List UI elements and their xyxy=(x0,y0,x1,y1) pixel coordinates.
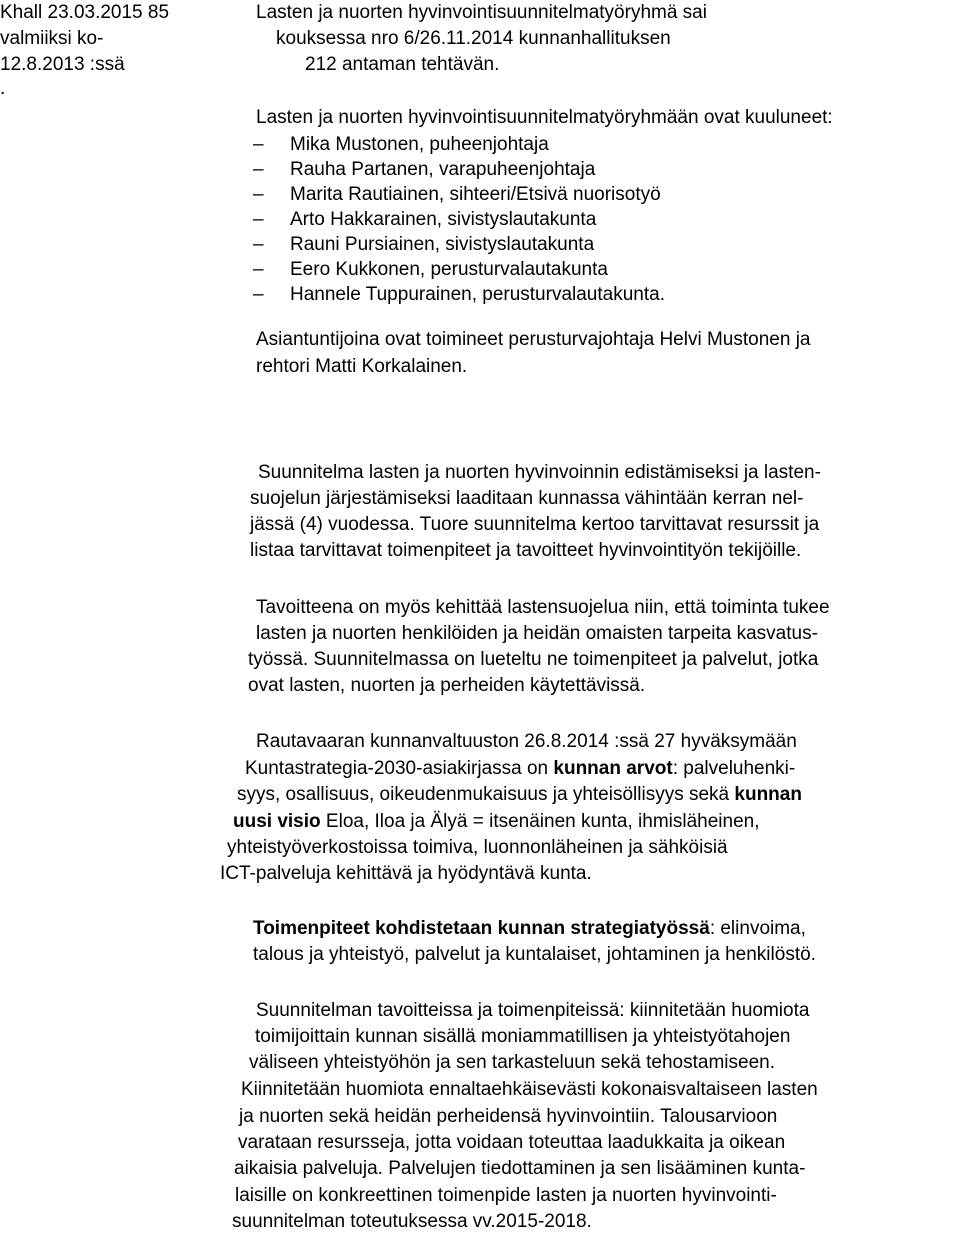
header-line: 212 antaman tehtävän. xyxy=(305,54,500,75)
member-item: Marita Rautiainen, sihteeri/Etsivä nuorisotyö xyxy=(290,184,661,205)
dash-bullet: – xyxy=(253,259,264,280)
paragraph-line: jässä (4) vuodessa. Tuore suunnitelma kertoo tarvittavat resurssit ja xyxy=(250,514,820,535)
header-line: kouksessa nro 6/26.11.2014 kunnanhallituksen xyxy=(276,28,671,49)
margin-line: . xyxy=(0,78,6,99)
margin-line: Khall 23.03.2015 85 xyxy=(0,2,170,23)
margin-line: valmiiksi ko- xyxy=(0,28,104,49)
paragraph-line: suojelun järjestämiseksi laaditaan kunnassa vähintään kerran nel- xyxy=(250,488,804,509)
paragraph-line xyxy=(237,782,802,808)
paragraph-line xyxy=(233,809,760,835)
paragraph-line: Asiantuntijoina ovat toimineet perusturvajohtaja Helvi Mustonen ja xyxy=(256,329,811,350)
text-span: Eloa, Iloa ja Älyä = itsenäinen kunta, ihmisläheinen, xyxy=(320,811,760,832)
paragraph-line xyxy=(245,756,795,782)
margin-line: 12.8.2013 :ssä xyxy=(0,54,125,75)
paragraph-line: työssä. Suunnitelmassa on lueteltu ne toimenpiteet ja palvelut, jotka xyxy=(248,649,819,670)
member-item: Rauha Partanen, varapuheenjohtaja xyxy=(290,159,596,180)
dash-bullet: – xyxy=(253,209,264,230)
member-item: Rauni Pursiainen, sivistyslautakunta xyxy=(290,234,595,255)
member-item: Mika Mustonen, puheenjohtaja xyxy=(290,134,549,155)
member-item: Eero Kukkonen, perusturvalautakunta xyxy=(290,259,608,280)
header-line: Lasten ja nuorten hyvinvointisuunnitelmatyöryhmä sai xyxy=(256,2,707,23)
bold-text: kunnan arvot xyxy=(553,758,673,779)
paragraph-line: laisille on konkreettinen toimenpide lasten ja nuorten hyvinvointi- xyxy=(235,1185,777,1206)
paragraph-line: aikaisia palveluja. Palvelujen tiedottaminen ja sen lisääminen kunta- xyxy=(234,1158,806,1179)
paragraph-line: toimijoittain kunnan sisällä moniammatillisen ja yhteistyötahojen xyxy=(255,1026,791,1047)
text-span: : palveluhenki- xyxy=(672,758,796,779)
paragraph-line: Kiinnitetään huomiota ennaltaehkäisevästi kokonaisvaltaiseen lasten xyxy=(241,1079,818,1100)
text-span: Kuntastrategia-2030-asiakirjassa on xyxy=(245,758,554,779)
paragraph-line: ovat lasten, nuorten ja perheiden käytettävissä. xyxy=(248,675,646,696)
paragraph-line: suunnitelman toteutuksessa vv.2015-2018. xyxy=(232,1211,592,1232)
bold-text: kunnan xyxy=(734,784,802,805)
paragraph-line: Suunnitelman tavoitteissa ja toimenpiteissä: kiinnitetään huomiota xyxy=(256,1000,810,1021)
dash-bullet: – xyxy=(253,159,264,180)
dash-bullet: – xyxy=(253,184,264,205)
bold-text: uusi visio xyxy=(233,811,321,832)
paragraph-line: Rautavaaran kunnanvaltuuston 26.8.2014 :ssä 27 hyväksymään xyxy=(256,731,797,752)
paragraph-line: yhteistyöverkostoissa toimiva, luonnonläheinen ja sähköisiä xyxy=(227,837,728,858)
paragraph-line xyxy=(253,916,806,942)
member-item: Arto Hakkarainen, sivistyslautakunta xyxy=(290,209,597,230)
member-item: Hannele Tuppurainen, perusturvalautakunta. xyxy=(290,284,665,305)
paragraph-line: lasten ja nuorten henkilöiden ja heidän omaisten tarpeita kasvatus- xyxy=(256,623,818,644)
paragraph-line: Suunnitelma lasten ja nuorten hyvinvoinnin edistämiseksi ja lasten- xyxy=(258,462,821,483)
members-intro: Lasten ja nuorten hyvinvointisuunnitelmatyöryhmään ovat kuuluneet: xyxy=(256,107,833,128)
paragraph-line: Tavoitteena on myös kehittää lastensuojelua niin, että toiminta tukee xyxy=(256,597,830,618)
paragraph-line: talous ja yhteistyö, palvelut ja kuntalaiset, johtaminen ja henkilöstö. xyxy=(253,944,816,965)
paragraph-line: varataan resursseja, jotta voidaan toteuttaa laadukkaita ja oikean xyxy=(238,1132,786,1153)
paragraph-line: rehtori Matti Korkalainen. xyxy=(256,356,468,377)
paragraph-line: ICT-palveluja kehittävä ja hyödyntävä kunta. xyxy=(220,863,592,884)
bold-text: Toimenpiteet kohdistetaan kunnan strategiatyössä xyxy=(253,918,710,939)
text-span: : elinvoima, xyxy=(709,918,806,939)
dash-bullet: – xyxy=(253,134,264,155)
paragraph-line: ja nuorten sekä heidän perheidensä hyvinvointiin. Talousarvioon xyxy=(239,1106,778,1127)
dash-bullet: – xyxy=(253,284,264,305)
dash-bullet: – xyxy=(253,234,264,255)
paragraph-line: väliseen yhteistyöhön ja sen tarkasteluun sekä tehostamiseen. xyxy=(249,1052,775,1073)
text-span: syys, osallisuus, oikeudenmukaisuus ja yhteisöllisyys sekä xyxy=(237,784,735,805)
paragraph-line: listaa tarvittavat toimenpiteet ja tavoitteet hyvinvointityön tekijöille. xyxy=(250,540,802,561)
